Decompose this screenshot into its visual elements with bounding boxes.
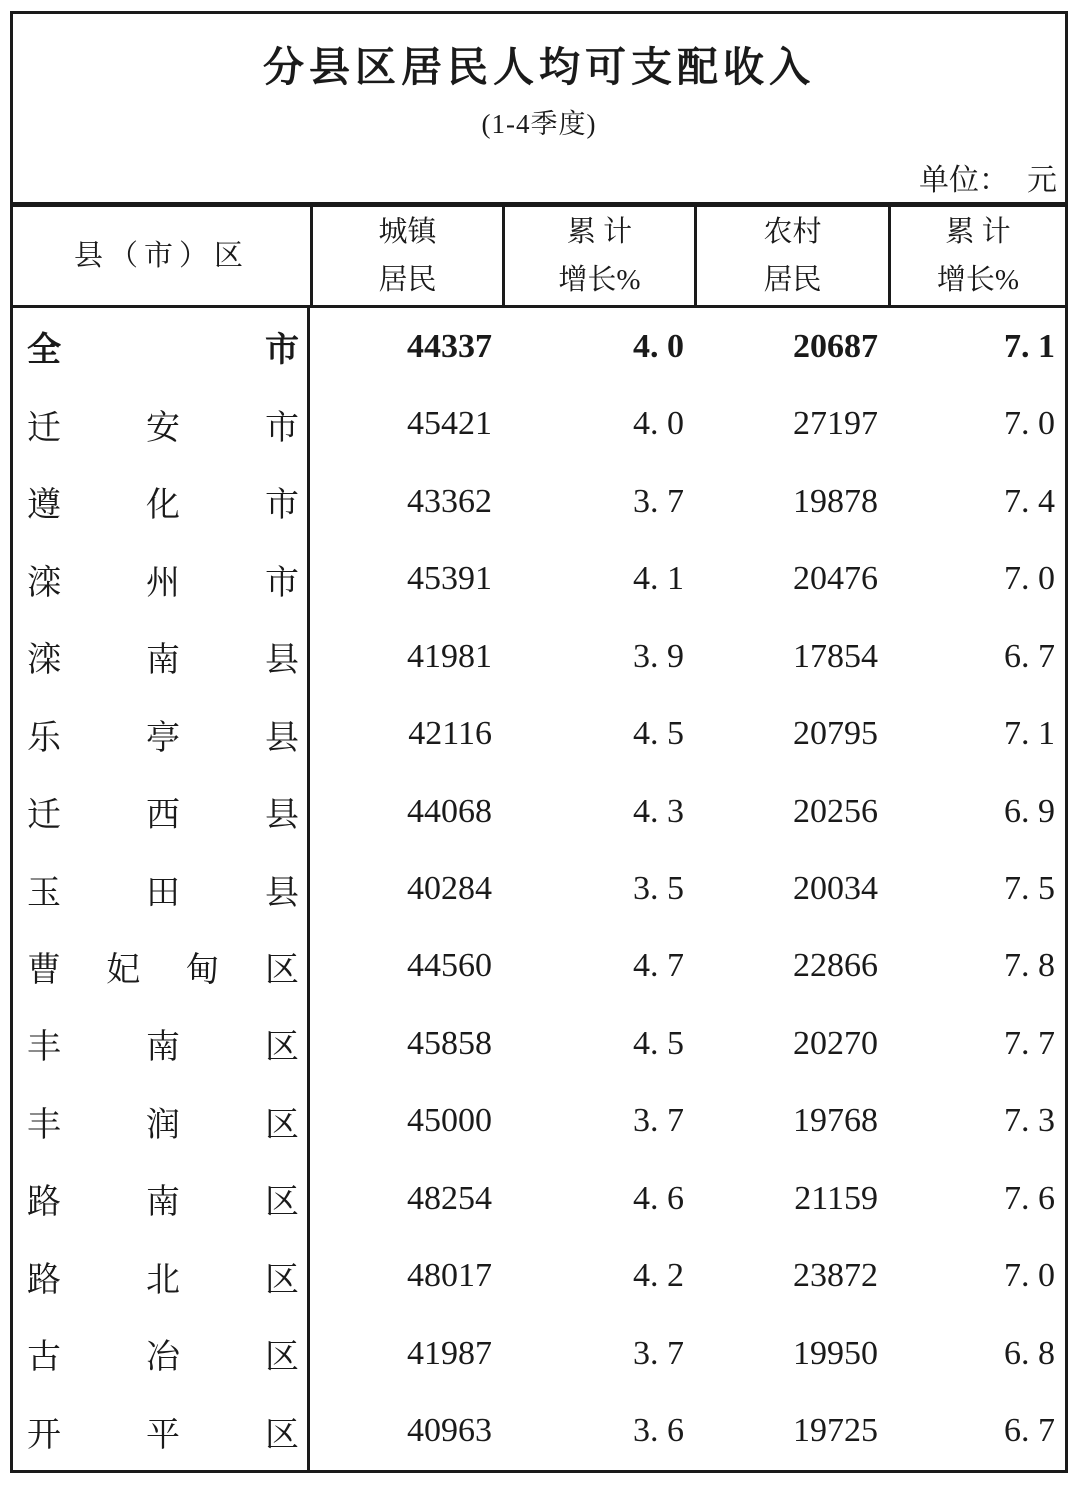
unit-line (13, 155, 1065, 199)
urban-growth: 3. 5 (633, 870, 684, 908)
county-name: 乐 亭 县 (13, 695, 310, 772)
urban-growth: 3. 7 (633, 1334, 684, 1372)
rural-income: 19950 (793, 1334, 878, 1372)
urban-growth: 4. 0 (633, 327, 684, 365)
rural-growth: 7. 6 (1004, 1179, 1055, 1217)
rural-income: 19878 (793, 482, 878, 520)
urban-growth: 3. 9 (633, 637, 684, 675)
header-urban-growth-line1: 累 计 (566, 216, 633, 248)
unit-value: 元 (1027, 164, 1057, 198)
urban-income: 42116 (408, 715, 492, 753)
rural-growth: 7. 7 (1004, 1024, 1055, 1062)
rural-income: 20687 (793, 327, 878, 365)
county-name: 滦 南 县 (13, 618, 310, 695)
page-title: 分县区居民人均可支配收入 (263, 44, 815, 90)
county-name: 遵 化 市 (13, 463, 310, 540)
urban-income: 41987 (407, 1334, 492, 1372)
page-subtitle: (1-4季度) (481, 109, 597, 140)
rural-income: 19768 (793, 1102, 878, 1140)
urban-income: 45391 (407, 560, 492, 598)
urban-income: 45421 (407, 405, 492, 443)
table-row (13, 1005, 1065, 1082)
rural-income: 20256 (793, 792, 878, 830)
header-rural-growth (888, 207, 1065, 305)
urban-growth: 4. 3 (633, 792, 684, 830)
rural-growth: 7. 0 (1004, 1257, 1055, 1295)
rural-growth: 6. 8 (1004, 1334, 1055, 1372)
header-rural-line1: 农村 (763, 216, 822, 248)
header-urban-income (310, 207, 502, 305)
urban-growth: 4. 6 (633, 1179, 684, 1217)
header-rural-growth-line2: 增长% (936, 264, 1020, 296)
rural-income: 27197 (793, 405, 878, 443)
urban-growth: 4. 5 (633, 1024, 684, 1062)
county-name: 路 北 区 (13, 1238, 310, 1315)
income-table (13, 202, 1065, 1470)
urban-income: 44560 (407, 947, 492, 985)
county-name: 全 市 (13, 308, 310, 385)
county-name: 滦 州 市 (13, 540, 310, 617)
table-row (13, 1160, 1065, 1237)
rural-income: 20476 (793, 560, 878, 598)
header-rural-growth-line1: 累 计 (945, 216, 1011, 248)
rural-growth: 7. 0 (1004, 560, 1055, 598)
county-name: 迁 西 县 (13, 773, 310, 850)
urban-growth: 3. 7 (633, 1102, 684, 1140)
table-row (13, 850, 1065, 927)
urban-income: 48017 (407, 1257, 492, 1295)
header-urban-line2: 居民 (378, 264, 437, 296)
page-frame (10, 11, 1068, 1473)
rural-growth: 6. 7 (1004, 1412, 1055, 1450)
rural-income: 20034 (793, 870, 878, 908)
rural-income: 20270 (793, 1024, 878, 1062)
county-name: 丰 润 区 (13, 1083, 310, 1160)
urban-growth: 4. 2 (633, 1257, 684, 1295)
header-county-label: 县（市）区 (73, 240, 249, 272)
table-row (13, 1083, 1065, 1160)
urban-growth: 4. 0 (633, 405, 684, 443)
urban-income: 45000 (407, 1102, 492, 1140)
county-name: 玉 田 县 (13, 850, 310, 927)
header-urban-growth-line2: 增长% (558, 264, 641, 296)
county-name: 曹 妃 甸 区 (13, 928, 310, 1005)
rural-growth: 7. 1 (1004, 327, 1055, 365)
rural-income: 23872 (793, 1257, 878, 1295)
county-name: 迁 安 市 (13, 385, 310, 462)
urban-income: 43362 (407, 482, 492, 520)
unit-label: 单位： (919, 164, 1009, 198)
urban-growth: 4. 1 (633, 560, 684, 598)
urban-growth: 3. 7 (633, 482, 684, 520)
header-rural-line2: 居民 (763, 264, 822, 296)
table-row (13, 308, 1065, 385)
county-name: 古 冶 区 (13, 1315, 310, 1392)
table-row (13, 540, 1065, 617)
table-body (13, 308, 1065, 1470)
rural-income: 21159 (794, 1179, 878, 1217)
rural-income: 17854 (793, 637, 878, 675)
urban-growth: 4. 5 (633, 715, 684, 753)
table-row (13, 773, 1065, 850)
rural-income: 19725 (793, 1412, 878, 1450)
header-urban-line1: 城镇 (378, 216, 437, 248)
urban-income: 44068 (407, 792, 492, 830)
table-row (13, 1315, 1065, 1392)
urban-income: 40284 (407, 870, 492, 908)
rural-income: 20795 (793, 715, 878, 753)
table-row (13, 1238, 1065, 1315)
rural-growth: 7. 8 (1004, 947, 1055, 985)
urban-growth: 3. 6 (633, 1412, 684, 1450)
county-name: 路 南 区 (13, 1160, 310, 1237)
rural-growth: 6. 9 (1004, 792, 1055, 830)
county-name: 丰 南 区 (13, 1005, 310, 1082)
table-row (13, 1393, 1065, 1470)
header-urban-growth (502, 207, 694, 305)
county-name: 开 平 区 (13, 1393, 310, 1470)
urban-growth: 4. 7 (633, 947, 684, 985)
table-row (13, 695, 1065, 772)
table-row (13, 618, 1065, 695)
table-row (13, 463, 1065, 540)
urban-income: 48254 (407, 1179, 492, 1217)
urban-income: 44337 (407, 327, 492, 365)
rural-income: 22866 (793, 947, 878, 985)
table-row (13, 385, 1065, 462)
header-rural-income (694, 207, 888, 305)
header-county (13, 207, 310, 305)
rural-growth: 7. 4 (1004, 482, 1055, 520)
rural-growth: 7. 5 (1004, 870, 1055, 908)
table-header (13, 207, 1065, 308)
urban-income: 41981 (407, 637, 492, 675)
rural-growth: 7. 0 (1004, 405, 1055, 443)
rural-growth: 7. 1 (1004, 715, 1055, 753)
urban-income: 45858 (407, 1024, 492, 1062)
rural-growth: 6. 7 (1004, 637, 1055, 675)
table-row (13, 928, 1065, 1005)
urban-income: 40963 (407, 1412, 492, 1450)
rural-growth: 7. 3 (1004, 1102, 1055, 1140)
